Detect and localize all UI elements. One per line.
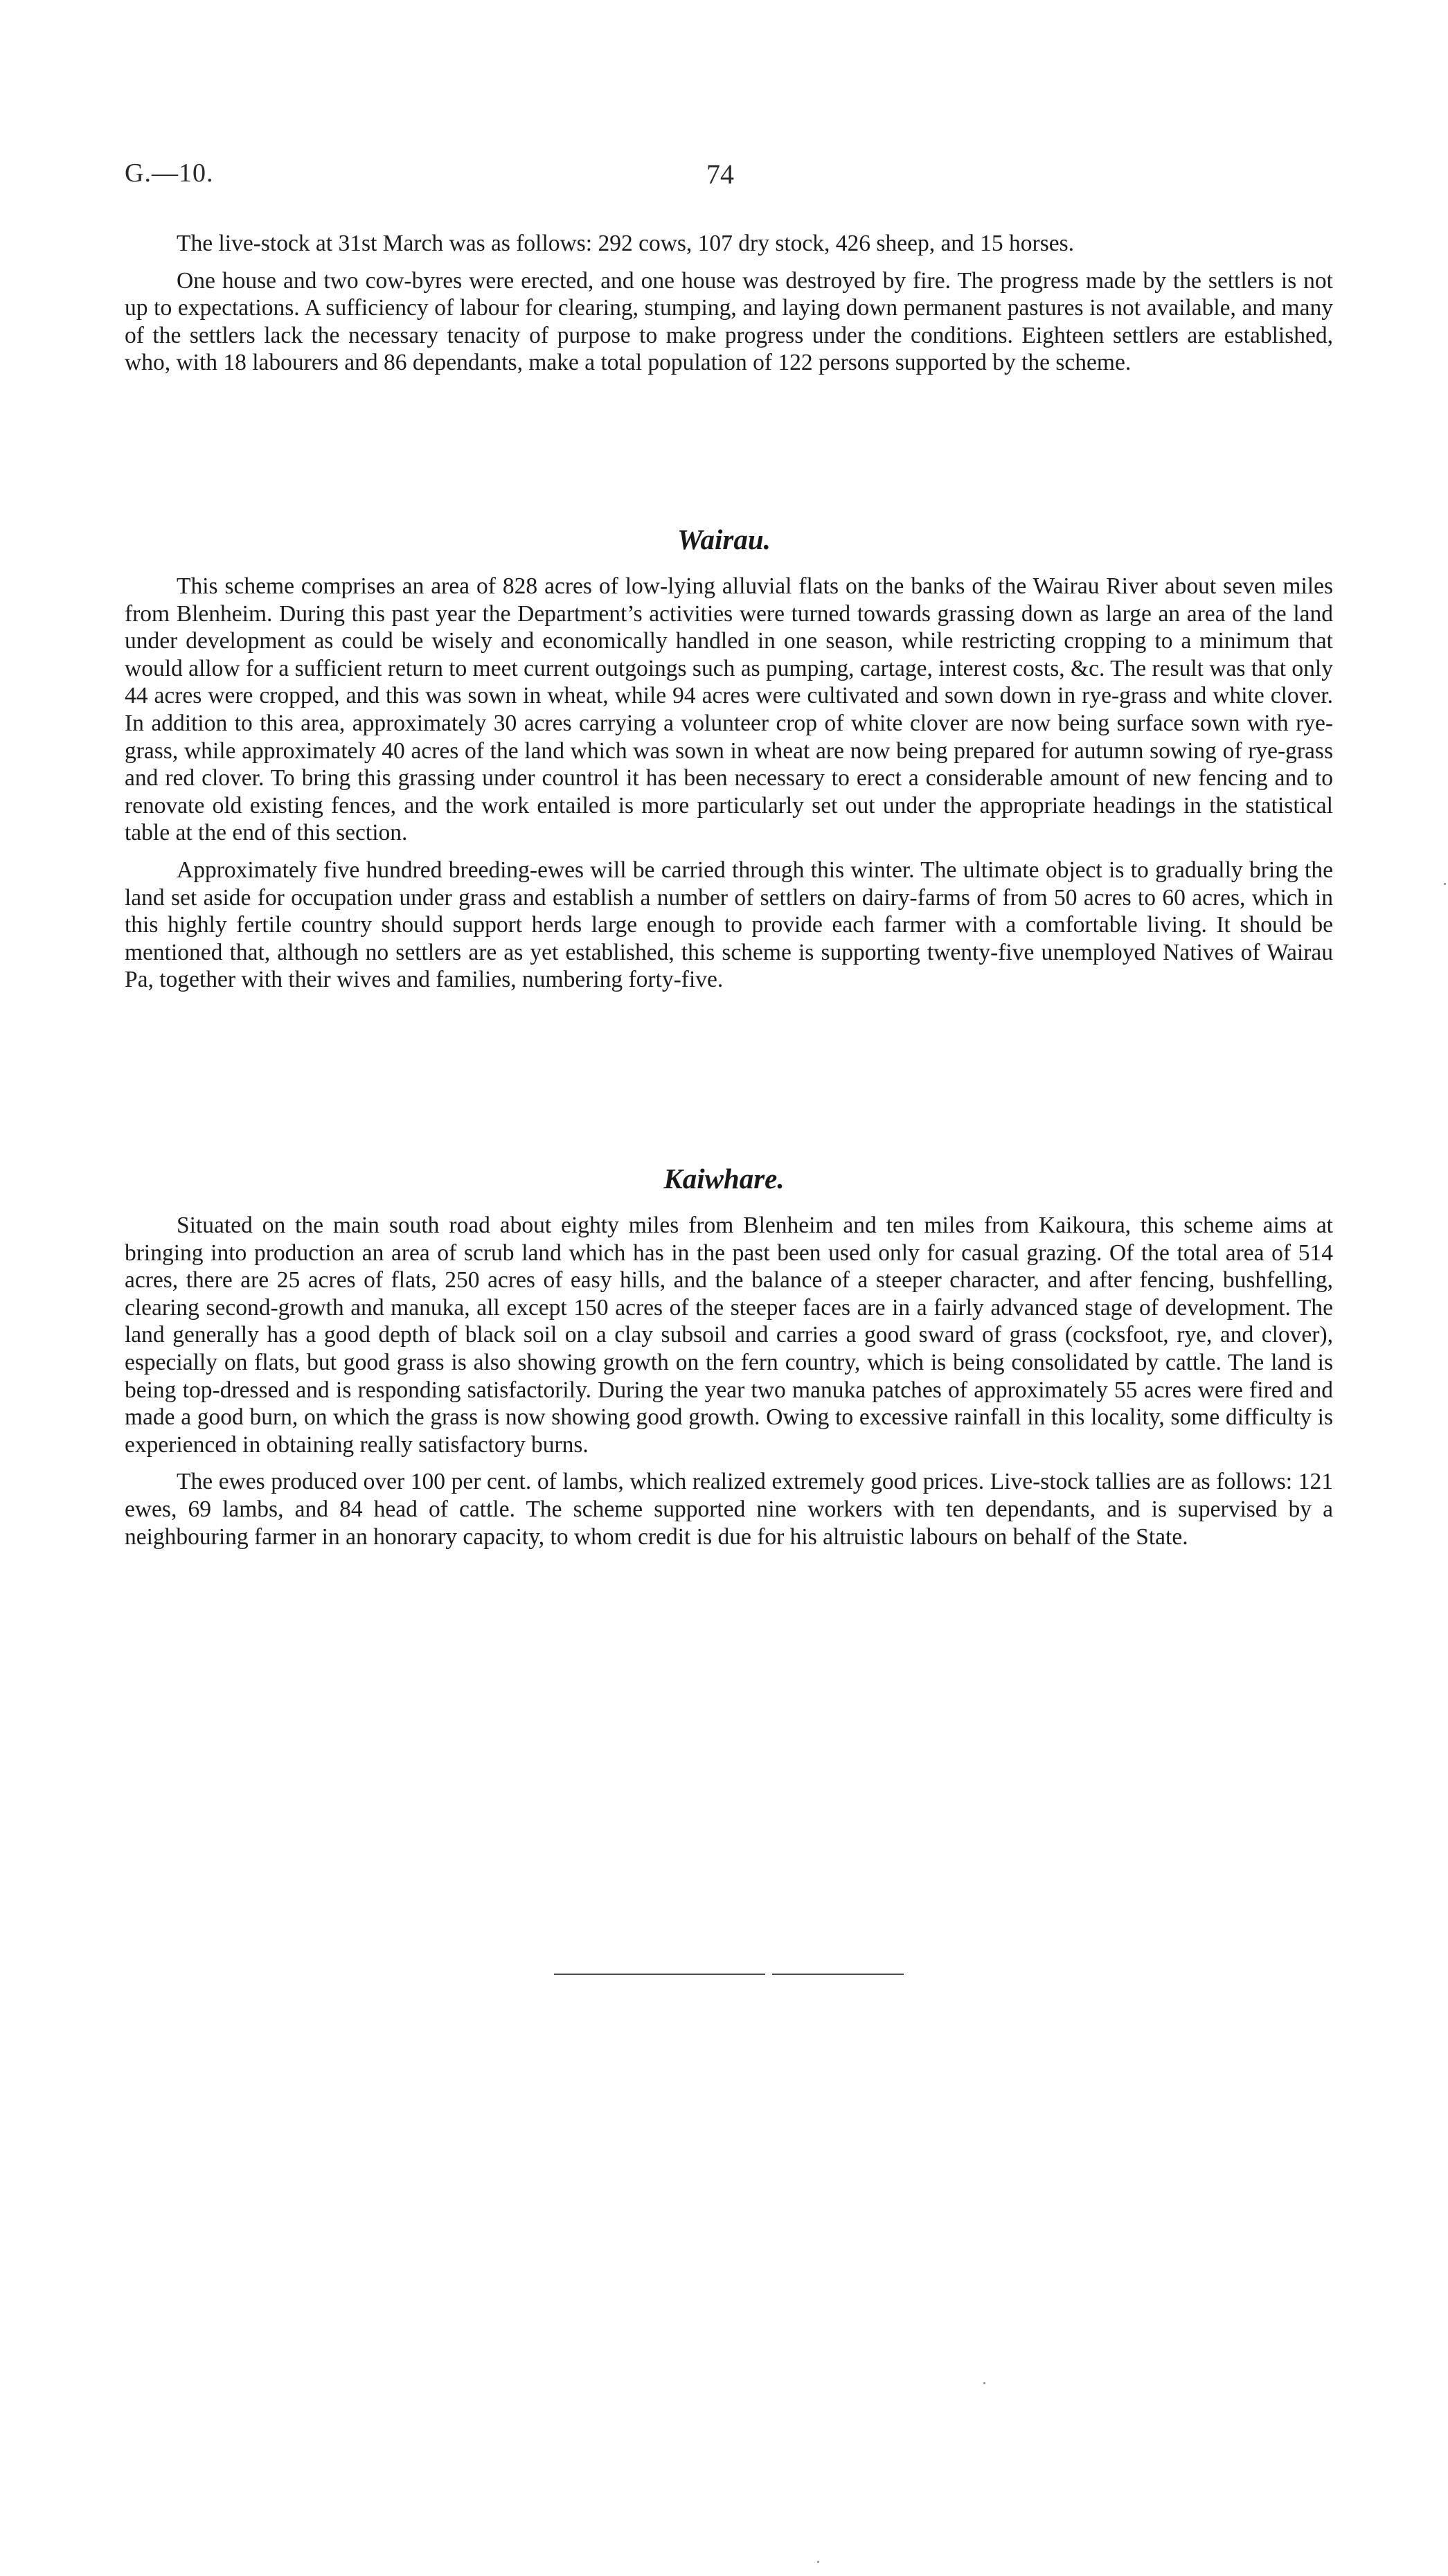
scan-speck (817, 2561, 819, 2563)
intro-section (125, 230, 1333, 377)
kaiwhare-paragraph-situation: Situated on the main south road about eighty miles from Blenheim and ten miles from Kaikoura, this scheme aims at bringing into production an area of scrub land which has in the past been used only for casual grazing. Of the total area of 514 acres, there are 25 acres of flats, 250 acres of easy hills, and the balance of a steeper character, and after fencing, bushfelling, clearing second-growth and manuka, all except 150 acres of the steeper faces are in a fairly advanced stage of development. The land generally has a good depth of black soil on a clay subsoil and carries a good sward of grass (cocksfoot, rye, and clover), especially on flats, but good grass is also showing growth on the fern country, which is being consolidated by cattle. The land is being top-dressed and is responding satisfactorily. During the year two manuka patches of approximately 55 acres were fired and made a good burn, on which the grass is now showing good growth. Owing to excessive rainfall in this locality, some difficulty is experienced in obtaining really satisfactory burns. (125, 1213, 1333, 1458)
section-end-rule-right (772, 1974, 904, 1975)
kaiwhare-paragraph-livestock: The ewes produced over 100 per cent. of lambs, which realized extremely good prices. Live-stock tallies are as follows: 121 ewes, 69 lambs, and 84 head of cattle. The scheme supported nine workers with ten dependants, and is supervised by a neighbouring farmer in an honorary capacity, to whom credit is due for his altruistic labours on behalf of the State. (125, 1469, 1333, 1550)
scan-speck (1444, 883, 1446, 885)
section-end-rule-left (554, 1974, 765, 1975)
wairau-section (125, 573, 1333, 994)
page-number: 74 (706, 159, 734, 190)
wairau-paragraph-ewes: Approximately five hundred breeding-ewes will be carried through this winter. The ultimate object is to gradually bring the land set aside for occupation under grass and establish a number of settlers on dairy-farms of from 50 acres to 60 acres, which in this highly fertile country should support herds large enough to provide each farmer with a comfortable living. It should be mentioned that, although no settlers are as yet established, this scheme is supporting twenty-five unemployed Natives of Wairau Pa, together with their wives and families, numbering forty-five. (125, 857, 1333, 993)
scan-speck (983, 2382, 985, 2384)
intro-paragraph-progress: One house and two cow-byres were erected, and one house was destroyed by fire. The progress made by the settlers is not up to expectations. A sufficiency of labour for clearing, stumping, and laying down permanent pastures is not available, and many of the settlers lack the necessary tenacity of purpose to make progress under the conditions. Eighteen settlers are established, who, with 18 labourers and 86 dependants, make a total population of 122 persons supported by the scheme. (125, 267, 1333, 376)
document-reference: G.—10. (125, 159, 214, 188)
heading-wairau: Wairau. (677, 524, 771, 555)
kaiwhare-section (125, 1212, 1333, 1550)
heading-kaiwhare: Kaiwhare. (663, 1163, 785, 1195)
wairau-paragraph-scheme: This scheme comprises an area of 828 acres of low-lying alluvial flats on the banks of the Wairau River about seven miles from Blenheim. During this past year the Department’s activities were turned towards grassing down as large an area of the land under development as could be wisely and economically handled in one season, while restricting cropping to a minimum that would allow for a sufficient return to meet current outgoings such as pumping, cartage, interest costs, &c. The result was that only 44 acres were cropped, and this was sown in wheat, while 94 acres were cultivated and sown down in rye-grass and white clover. In addition to this area, approximately 30 acres carrying a volunteer crop of white clover are now being surface sown with rye-grass, while approximately 40 acres of the land which was sown in wheat are now being prepared for autumn sowing of rye-grass and red clover. To bring this grassing under countrol it has been necessary to erect a considerable amount of new fencing and to renovate old existing fences, and the work entailed is more particularly set out under the appropriate headings in the statistical table at the end of this section. (125, 573, 1333, 846)
intro-paragraph-livestock: The live-stock at 31st March was as follows: 292 cows, 107 dry stock, 426 sheep, and 15 horses. (177, 231, 1075, 256)
